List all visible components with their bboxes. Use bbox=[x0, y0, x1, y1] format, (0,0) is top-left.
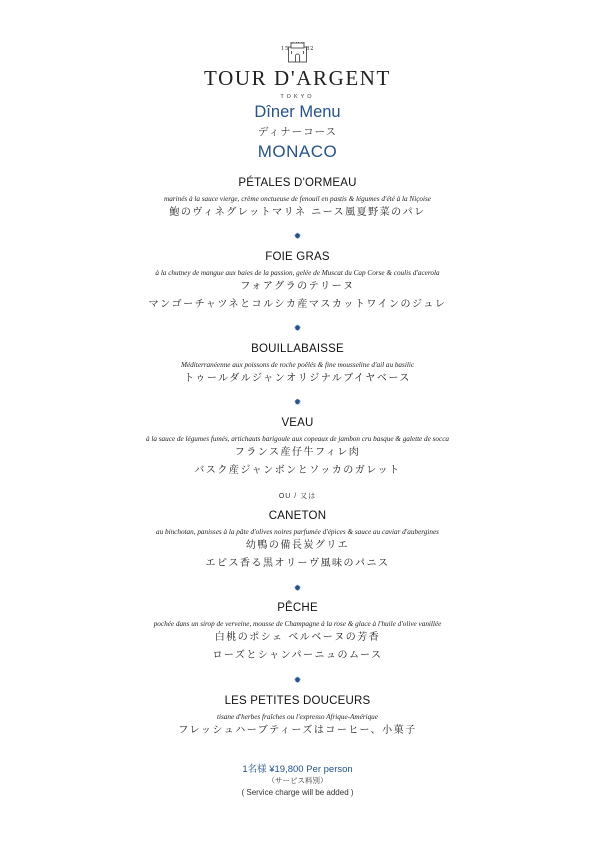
course-description: pochée dans un sirop de verveine, mousse de Champagne à la rose & glace à l'huile d'olive vanillée bbox=[153, 620, 442, 628]
course-name-jp: フランス産仔牛フィレ肉 bbox=[234, 447, 361, 458]
course-name-jp: フレッシュハーブティーズはコーヒー、小菓子 bbox=[178, 725, 417, 736]
course-description: au binchotan, panisses à la pâte d'olives noires parfumée d'épices & sauce au caviar d'aubergines bbox=[156, 528, 439, 536]
course-detail-jp: バスク産ジャンボンとソッカのガレット bbox=[194, 465, 401, 476]
brand-logo: TOUR D'ARGENT bbox=[204, 66, 391, 90]
crest bbox=[0, 42, 595, 64]
divider-star-icon: ✹ bbox=[293, 232, 302, 242]
course-detail-jp: マンゴーチャツネとコルシカ産マスカットワインのジュレ bbox=[148, 299, 447, 310]
brand-location: TOKYO bbox=[280, 94, 315, 100]
course-name-jp: フォアグラのテリーヌ bbox=[240, 281, 355, 292]
course-name-jp: 幼鴨の備長炭グリエ bbox=[245, 540, 350, 551]
crest-year-left: 15 bbox=[281, 46, 289, 52]
divider-star-icon: ✹ bbox=[293, 584, 302, 594]
course-description: à la sauce de légumes fumés, artichauts barigoule aux copeaux de jambon cru basque & galette de socca bbox=[145, 435, 449, 443]
course-veau bbox=[0, 416, 595, 478]
course-name: VEAU bbox=[281, 417, 314, 429]
course-description: à la chutney de mangue aux baies de la passion, gelée de Muscat du Cap Corse & coulis d'acerola bbox=[155, 269, 440, 277]
price: 1名様 ¥19,800 Per person bbox=[242, 764, 353, 775]
course-petales-dormeau bbox=[0, 176, 595, 220]
course-detail-jp: ローズとシャンパーニュのムース bbox=[212, 650, 383, 661]
divider-star-icon: ✹ bbox=[293, 398, 302, 408]
divider-star-icon: ✹ bbox=[293, 676, 302, 686]
divider-star-icon: ✹ bbox=[293, 324, 302, 334]
course-bouillabaisse bbox=[0, 342, 595, 386]
course-caneton bbox=[0, 509, 595, 571]
tower-crest-icon bbox=[0, 42, 595, 64]
course-description: tisane d'herbes fraîches ou l'expresso Afrique-Amérique bbox=[217, 713, 378, 721]
menu-name: MONACO bbox=[257, 142, 338, 161]
course-name: LES PETITES DOUCEURS bbox=[224, 695, 371, 707]
course-name: PÊCHE bbox=[277, 602, 318, 614]
course-petites-douceurs bbox=[0, 694, 595, 738]
course-foie-gras bbox=[0, 250, 595, 312]
menu-title: Dîner Menu bbox=[254, 103, 341, 121]
crest-year-right: 82 bbox=[306, 46, 314, 52]
course-name-jp: 鮑のヴィネグレットマリネ ニース風夏野菜のパレ bbox=[169, 207, 426, 218]
course-description: Méditerranéenne aux poissons de roche poêlés & fine mousseline d'ail au basilic bbox=[180, 361, 415, 369]
course-name-jp: 白桃のポシェ ベルベーヌの芳香 bbox=[214, 632, 381, 643]
course-name-jp: トゥールダルジャンオリジナルブイヤベース bbox=[184, 373, 411, 384]
service-charge-note-jp: （サービス料別） bbox=[267, 776, 328, 785]
course-name: PÉTALES D'ORMEAU bbox=[238, 177, 357, 189]
course-description: marinés à la sauce vierge, crème onctueuse de fenouil en pastis & légumes d'été à la Niçoise bbox=[164, 195, 431, 203]
course-name: CANETON bbox=[268, 510, 327, 522]
menu-title-jp: ディナーコース bbox=[257, 126, 338, 138]
service-charge-note: ( Service charge will be added ) bbox=[241, 788, 354, 797]
course-detail-jp: エピス香る黒オリーヴ風味のパニス bbox=[205, 558, 390, 569]
course-name: FOIE GRAS bbox=[265, 251, 330, 263]
course-name: BOUILLABAISSE bbox=[251, 343, 344, 355]
course-peche bbox=[0, 601, 595, 663]
or-label: OU / 又は bbox=[278, 493, 317, 500]
